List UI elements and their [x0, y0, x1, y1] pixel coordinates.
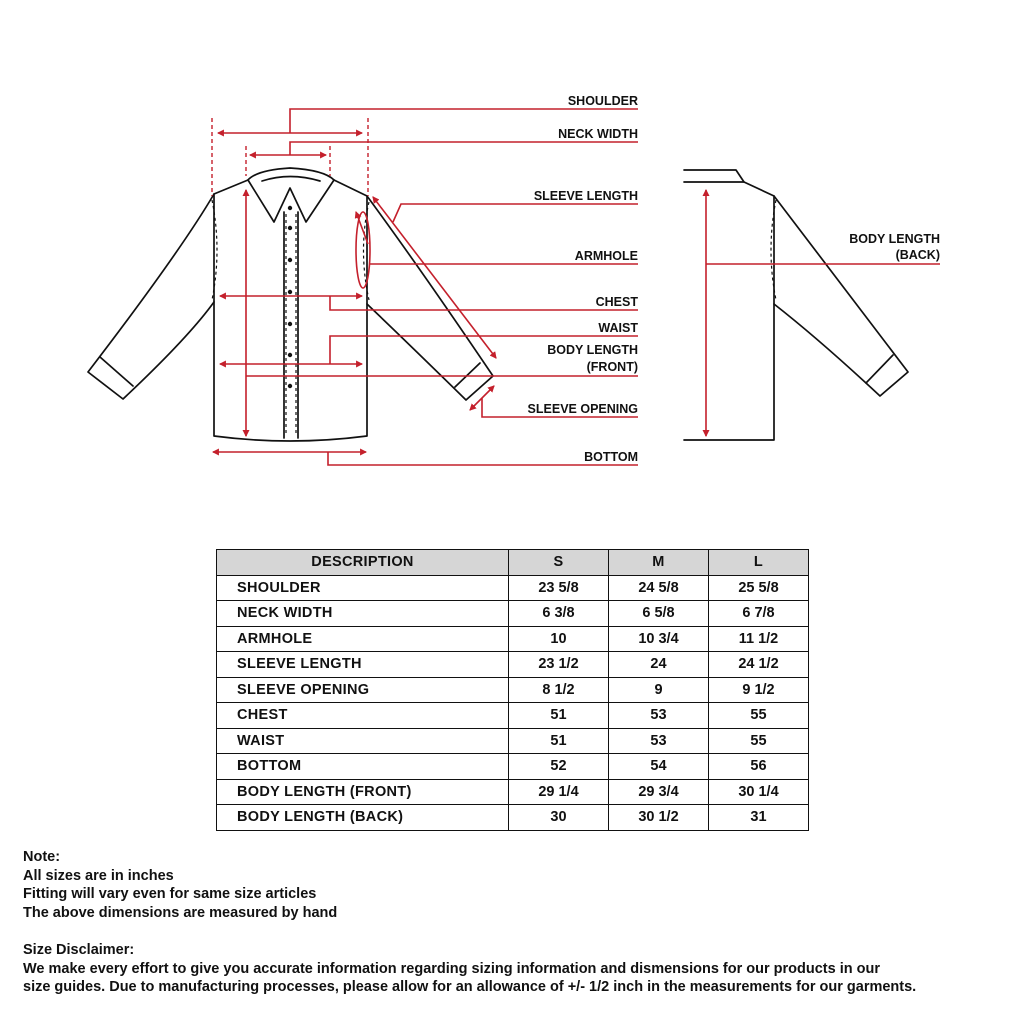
row-value-s: 29 1/4: [509, 779, 609, 805]
row-description: BOTTOM: [217, 754, 509, 780]
row-value-l: 24 1/2: [709, 652, 809, 678]
row-value-m: 53: [609, 728, 709, 754]
label-shoulder: SHOULDER: [567, 94, 638, 108]
row-value-l: 30 1/4: [709, 779, 809, 805]
row-value-l: 55: [709, 728, 809, 754]
header-size-l: L: [709, 550, 809, 576]
label-body-length-back: BODY LENGTH: [849, 232, 940, 246]
row-value-m: 24: [609, 652, 709, 678]
header-size-m: M: [609, 550, 709, 576]
table-row: [217, 652, 809, 678]
label-sleeve-opening: SLEEVE OPENING: [527, 402, 638, 416]
row-description: ARMHOLE: [217, 626, 509, 652]
row-value-l: 9 1/2: [709, 677, 809, 703]
row-value-s: 6 3/8: [509, 601, 609, 627]
table-row: [217, 754, 809, 780]
header-size-s: S: [509, 550, 609, 576]
size-chart-table: [216, 549, 809, 831]
row-description: BODY LENGTH (FRONT): [217, 779, 509, 805]
disclaimer-line: We make every effort to give you accurate information regarding sizing information and dismensions for our products in our: [23, 960, 880, 977]
row-value-s: 51: [509, 703, 609, 729]
row-value-m: 53: [609, 703, 709, 729]
label-bottom: BOTTOM: [584, 450, 638, 464]
table-header-row: [217, 550, 809, 576]
notes-title: Note:: [23, 849, 61, 865]
row-value-m: 10 3/4: [609, 626, 709, 652]
table-row: [217, 677, 809, 703]
disclaimer-line: size guides. Due to manufacturing processes, please allow for an allowance of +/- 1/2 inch in the measurements for our garments.: [23, 979, 917, 995]
label-body-length-front: BODY LENGTH: [547, 343, 638, 357]
label-body-length-back-sub: (BACK): [895, 248, 940, 262]
notes-section: [23, 848, 1013, 922]
row-value-l: 11 1/2: [709, 626, 809, 652]
table-row: [217, 703, 809, 729]
label-chest: CHEST: [595, 295, 638, 309]
row-value-l: 31: [709, 805, 809, 831]
table-row: [217, 779, 809, 805]
row-value-s: 23 5/8: [509, 575, 609, 601]
row-value-s: 23 1/2: [509, 652, 609, 678]
row-description: NECK WIDTH: [217, 601, 509, 627]
table-row: [217, 728, 809, 754]
row-value-l: 56: [709, 754, 809, 780]
row-description: SLEEVE LENGTH: [217, 652, 509, 678]
table-row: [217, 805, 809, 831]
row-description: BODY LENGTH (BACK): [217, 805, 509, 831]
label-neck-width: NECK WIDTH: [558, 127, 638, 141]
row-value-m: 9: [609, 677, 709, 703]
row-value-m: 54: [609, 754, 709, 780]
label-armhole: ARMHOLE: [574, 249, 638, 263]
row-value-s: 51: [509, 728, 609, 754]
row-value-s: 30: [509, 805, 609, 831]
row-description: CHEST: [217, 703, 509, 729]
row-value-s: 8 1/2: [509, 677, 609, 703]
row-value-m: 30 1/2: [609, 805, 709, 831]
row-description: WAIST: [217, 728, 509, 754]
row-description: SHOULDER: [217, 575, 509, 601]
header-description: DESCRIPTION: [217, 550, 509, 576]
row-value-m: 6 5/8: [609, 601, 709, 627]
label-waist: WAIST: [598, 321, 638, 335]
row-value-m: 24 5/8: [609, 575, 709, 601]
table-row: [217, 601, 809, 627]
row-value-l: 55: [709, 703, 809, 729]
row-description: SLEEVE OPENING: [217, 677, 509, 703]
row-value-m: 29 3/4: [609, 779, 709, 805]
label-body-length-front-sub: (FRONT): [586, 360, 638, 374]
disclaimer-title: Size Disclaimer:: [23, 942, 135, 958]
table-row: [217, 575, 809, 601]
size-disclaimer-section: [23, 941, 1013, 997]
row-value-l: 6 7/8: [709, 601, 809, 627]
note-line: Fitting will vary even for same size articles: [23, 886, 317, 902]
sleeve-length-arrow: [373, 197, 496, 358]
row-value-s: 10: [509, 626, 609, 652]
table-row: [217, 626, 809, 652]
note-line: The above dimensions are measured by hand: [23, 904, 338, 921]
front-shirt-illustration: [88, 168, 493, 441]
row-value-l: 25 5/8: [709, 575, 809, 601]
note-line: All sizes are in inches: [23, 867, 174, 884]
back-shirt-illustration: [684, 170, 908, 440]
row-value-s: 52: [509, 754, 609, 780]
label-sleeve-length: SLEEVE LENGTH: [533, 189, 638, 203]
